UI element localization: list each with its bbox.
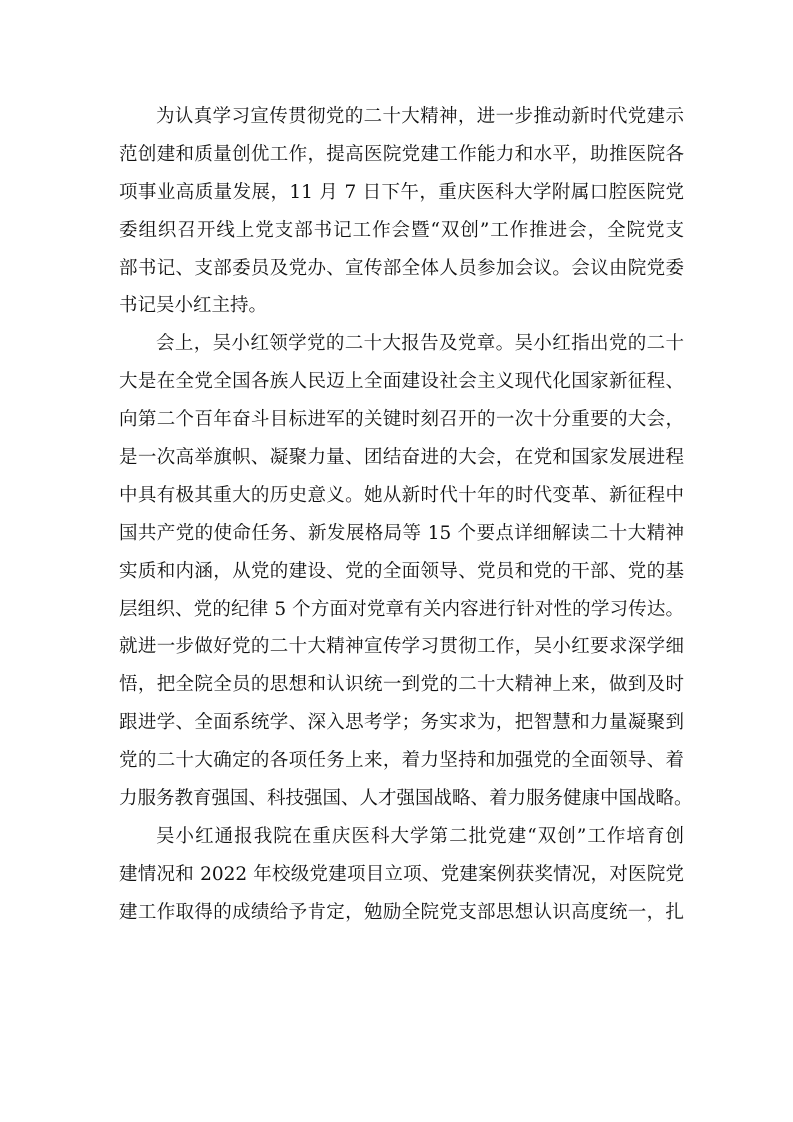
text-line: 会上，吴小红领学党的二十大报告及党章。吴小红指出党的二十 — [156, 333, 684, 355]
text-line: 向第二个百年奋斗目标进军的关键时刻召开的一次十分重要的大会， — [119, 409, 684, 431]
text-line: 建工作取得的成绩给予肯定，勉励全院党支部思想认识高度统一，扎 — [119, 901, 684, 923]
text-line: 为认真学习宣传贯彻党的二十大精神，进一步推动新时代党建示 — [156, 106, 684, 127]
text-line: 悟，把全院全员的思想和认识统一到党的二十大精神上来，做到及时 — [119, 674, 684, 696]
text-line: 吴小红通报我院在重庆医科大学第二批党建“双创”工作培育创 — [156, 825, 684, 847]
text-line: 书记吴小红主持。 — [119, 295, 268, 317]
text-line: 党的二十大确定的各项任务上来，着力坚持和加强党的全面领导、着 — [119, 750, 684, 772]
text-line: 就进一步做好党的二十大精神宣传学习贯彻工作，吴小红要求深学细 — [119, 636, 684, 658]
document-body — [119, 98, 693, 932]
text-line: 层组织、党的纪律 5 个方面对党章有关内容进行针对性的学习传达。 — [119, 598, 684, 620]
text-line: 国共产党的使命任务、新发展格局等 15 个要点详细解读二十大精神 — [119, 522, 684, 544]
text-line: 力服务教育强国、科技强国、人才强国战略、着力服务健康中国战略。 — [119, 788, 693, 810]
paragraph-achievements — [119, 818, 684, 932]
text-line: 项事业高质量发展，11 月 7 日下午，重庆医科大学附属口腔医院党 — [119, 181, 684, 203]
text-line: 建情况和 2022 年校级党建项目立项、党建案例获奖情况，对医院党 — [119, 863, 684, 885]
paragraph-meeting-intro — [119, 98, 684, 325]
text-line: 是一次高举旗帜、凝聚力量、团结奋进的大会，在党和国家发展进程 — [119, 447, 684, 469]
text-line: 大是在全党全国各族人民迈上全面建设社会主义现代化国家新征程、 — [119, 371, 684, 393]
text-line: 部书记、支部委员及党办、宣传部全体人员参加会议。会议由院党委 — [119, 257, 684, 279]
text-line: 范创建和质量创优工作，提高医院党建工作能力和水平，助推医院各 — [119, 143, 684, 165]
paragraph-study-report — [119, 325, 693, 818]
text-line: 中具有极其重大的历史意义。她从新时代十年的时代变革、新征程中 — [119, 484, 684, 506]
text-line: 跟进学、全面系统学、深入思考学；务实求为，把智慧和力量凝聚到 — [119, 712, 684, 734]
text-line: 委组织召开线上党支部书记工作会暨“双创”工作推进会，全院党支 — [119, 219, 684, 241]
text-line: 实质和内涵，从党的建设、党的全面领导、党员和党的干部、党的基 — [119, 560, 684, 582]
